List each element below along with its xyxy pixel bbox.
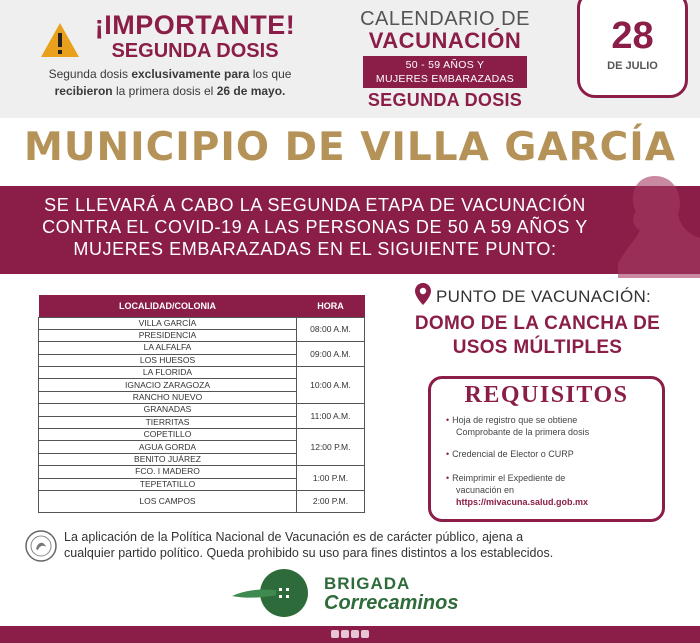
warning-icon: [40, 22, 80, 58]
note-date: 26 de mayo.: [216, 84, 286, 98]
requirement-text: Comprobante de la primera dosis: [456, 427, 590, 437]
bullet-icon: •: [446, 415, 450, 425]
table-cell-location: VILLA GARCÍA: [39, 317, 297, 329]
table-cell-location: LA ALFALFA: [39, 342, 297, 354]
date-day: 28: [611, 15, 654, 57]
table-cell-location: RANCHO NUEVO: [39, 391, 297, 403]
bullet-icon: •: [446, 449, 450, 459]
social-links: [331, 630, 369, 639]
requirement-item: [446, 448, 574, 460]
location-pin-icon: [414, 282, 432, 306]
table-cell-location: TIERRITAS: [39, 416, 297, 428]
table-cell-time: 1:00 P.M.: [297, 466, 365, 491]
calendar-title-2: VACUNACIÓN: [368, 28, 522, 53]
announcement-text: [20, 194, 610, 260]
requirement-text: Credencial de Elector o CURP: [452, 449, 574, 459]
vaccination-point-place: [385, 312, 690, 360]
dose-label: SEGUNDA DOSIS: [367, 90, 523, 110]
note-bold-1: exclusivamente para: [131, 67, 250, 81]
important-subtitle: SEGUNDA DOSIS: [111, 40, 279, 62]
table-cell-location: TEPETATILLO: [39, 478, 297, 490]
banner-line-1: SE LLEVARÁ A CABO LA SEGUNDA ETAPA DE VACUNACIÓN: [44, 195, 586, 215]
schedule-table: [38, 295, 365, 513]
calendar-title: CALENDARIO DE: [360, 8, 530, 30]
place-line-2: USOS MÚLTIPLES: [452, 337, 623, 358]
national-seal-icon: [24, 529, 58, 563]
facebook-icon[interactable]: [331, 630, 339, 638]
column-header-time: HORA: [297, 295, 365, 317]
table-cell-location: GRANADAS: [39, 404, 297, 416]
table-cell-time: 12:00 P.M.: [297, 429, 365, 466]
requirement-item: [446, 472, 588, 508]
note-bold-2: recibieron: [54, 84, 113, 98]
brigada-title: BRIGADA: [324, 574, 411, 593]
banner-line-3: MUJERES EMBARAZADAS EN EL SIGUIENTE PUNTO:: [73, 239, 557, 259]
brigada-subtitle: Correcaminos: [324, 592, 459, 614]
note-text-3: la primera dosis el: [112, 84, 217, 98]
banner-line-2: CONTRA EL COVID-19 A LAS PERSONAS DE 50 A 59 AÑOS Y: [42, 217, 588, 237]
table-cell-location: IGNACIO ZARAGOZA: [39, 379, 297, 391]
table-cell-location: BENITO JUÁREZ: [39, 453, 297, 465]
table-cell-location: FCO. I MADERO: [39, 466, 297, 478]
requirement-item: [446, 414, 589, 438]
woman-silhouette-icon: [600, 168, 700, 278]
note-text-1: Segunda dosis: [48, 67, 132, 81]
table-cell-location: LA FLORIDA: [39, 367, 297, 379]
table-cell-time: 2:00 P.M.: [297, 490, 365, 512]
requirements-title: REQUISITOS: [464, 382, 629, 408]
vaccine-website-link[interactable]: https://mivacuna.salud.gob.mx: [456, 497, 589, 507]
legal-line-2: cualquier partido político. Queda prohibido su uso para fines distintos a los establecidos.: [64, 546, 554, 560]
note-text-2: los que: [249, 67, 292, 81]
legal-disclaimer: [64, 529, 684, 561]
important-note: [30, 66, 310, 100]
bullet-icon: •: [446, 473, 450, 483]
target-line-2: MUJERES EMBARAZADAS: [375, 73, 515, 85]
table-cell-time: 11:00 A.M.: [297, 404, 365, 429]
table-cell-time: 09:00 A.M.: [297, 342, 365, 367]
table-cell-time: 08:00 A.M.: [297, 317, 365, 342]
brigada-logo-icon: [230, 566, 320, 621]
important-title: ¡IMPORTANTE!: [94, 10, 296, 40]
column-header-location: LOCALIDAD/COLONIA: [39, 295, 297, 317]
place-line-1: DOMO DE LA CANCHA DE: [414, 313, 661, 334]
youtube-icon[interactable]: [361, 630, 369, 638]
instagram-icon[interactable]: [351, 630, 359, 638]
target-line-1: 50 - 59 AÑOS Y: [405, 59, 485, 71]
table-cell-location: COPETILLO: [39, 429, 297, 441]
requirement-text: Hoja de registro que se obtiene: [452, 415, 578, 425]
table-cell-location: LOS CAMPOS: [39, 490, 297, 512]
target-group-box: [363, 56, 527, 88]
requirement-text: vacunación en: [456, 485, 515, 495]
table-cell-location: AGUA GORDA: [39, 441, 297, 453]
requirement-text: Reimprimir el Expediente de: [452, 473, 566, 483]
date-month: DE JULIO: [607, 60, 658, 72]
legal-line-1: La aplicación de la Política Nacional de Vacunación es de carácter público, ajena a: [64, 530, 524, 544]
vaccination-point-label: PUNTO DE VACUNACIÓN:: [436, 287, 652, 306]
table-cell-location: PRESIDENCIA: [39, 329, 297, 341]
twitter-icon[interactable]: [341, 630, 349, 638]
table-cell-location: LOS HUESOS: [39, 354, 297, 366]
municipality-title: MUNICIPIO DE VILLA GARCÍA: [24, 125, 676, 170]
table-cell-time: 10:00 A.M.: [297, 367, 365, 404]
